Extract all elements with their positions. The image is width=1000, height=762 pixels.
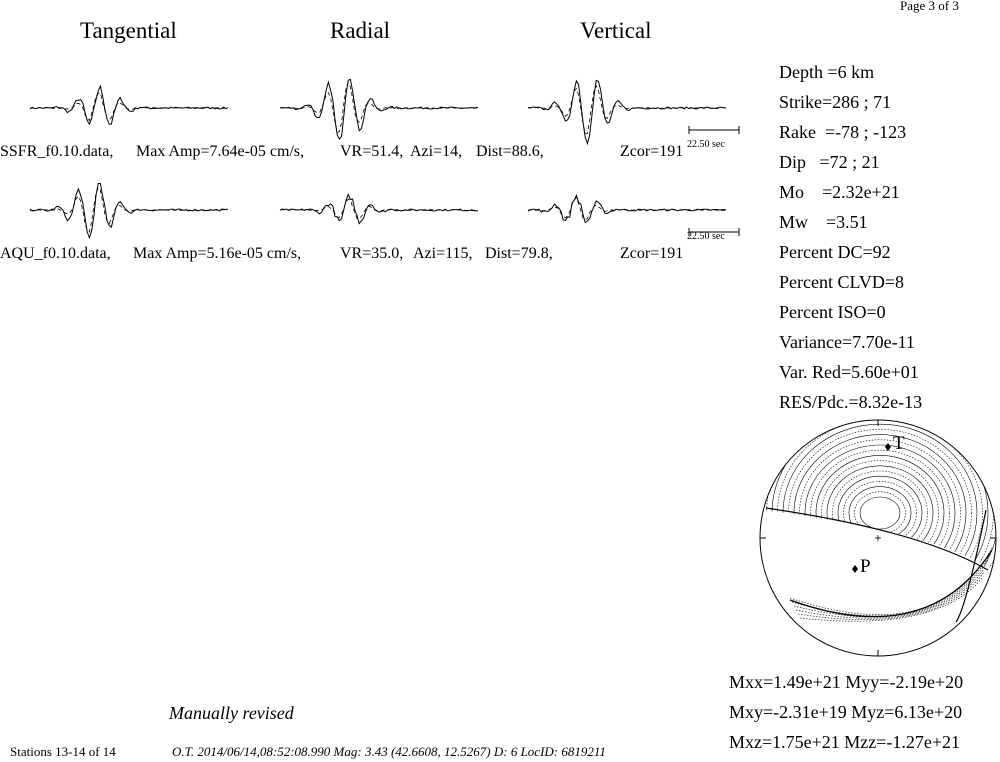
param-line: RES/Pdc.=8.32e-13 [779,392,923,412]
param-line: Rake =-78 ; -123 [779,122,907,142]
station-1-file: SSFR_f0.10.data, [0,143,114,160]
station-1-zcor: Zcor=191 [620,143,684,160]
param-line: Mw =3.51 [779,212,868,232]
param-line: Percent CLVD=8 [779,272,904,292]
dilatational-region [760,510,996,656]
param-line: Dip =72 ; 21 [779,152,880,172]
moment-tensor-row-2: Mxy=-2.31e+19 Myz=6.13e+20 [729,702,963,722]
synthetic-trace [528,198,726,220]
synthetic-trace [30,93,228,121]
observed-trace [30,86,228,124]
station-1-vr: VR=51.4, [340,143,404,160]
station-1-max-amp: Max Amp=7.64e-05 cm/s, [136,143,305,160]
waveform-panel [0,0,760,260]
station-2-zcor: Zcor=191 [620,245,684,262]
synthetic-trace [30,188,228,232]
station-2-file: AQU_f0.10.data, [0,245,111,262]
observed-trace [528,195,726,222]
p-axis-label: P [860,556,871,577]
beachball-hatch-group [756,398,1000,656]
station-1-dist: Dist=88.6, [476,143,544,160]
stations-range: Stations 13-14 of 14 [10,744,116,759]
moment-tensor-row-3: Mxz=1.75e+21 Mzz=-1.27e+21 [729,732,961,752]
observed-trace [280,195,478,224]
station-1-azi: Azi=14, [410,143,463,160]
component-title-vertical: Vertical [580,18,652,43]
station-2-time-scale: 22.50 sec [687,231,725,242]
station-2-dist: Dist=79.8, [485,245,553,262]
param-line: Var. Red=5.60e+01 [779,362,919,382]
moment-tensor-row-1: Mxx=1.49e+21 Myy=-2.19e+20 [729,672,964,692]
param-line: Percent DC=92 [779,242,891,262]
param-line: Strike=286 ; 71 [779,92,892,112]
station-2-azi: Azi=115, [413,245,473,262]
station-2-vr: VR=35.0, [340,245,404,262]
observed-trace [30,184,228,238]
t-axis-label: T [893,433,905,454]
component-title-radial: Radial [330,18,391,43]
hatch-arc [860,497,900,529]
page-number: Page 3 of 3 [900,0,959,13]
param-line: Mo =2.32e+21 [779,182,900,202]
revision-note: Manually revised [169,703,294,723]
t-axis-marker [885,443,891,451]
param-line: Variance=7.70e-11 [779,332,915,352]
param-line: Percent ISO=0 [779,302,886,322]
param-line: Depth =6 km [779,62,875,82]
focal-mechanism-beachball [752,418,1000,658]
station-2-max-amp: Max Amp=5.16e-05 cm/s, [133,245,302,262]
station-1-time-scale: 22.50 sec [687,139,725,150]
observed-trace [528,80,726,143]
component-title-tangential: Tangential [80,18,177,43]
origin-info: O.T. 2014/06/14,08:52:08.990 Mag: 3.43 (42.6608, 12.5267) D: 6 LocID: 6819211 [172,744,606,759]
